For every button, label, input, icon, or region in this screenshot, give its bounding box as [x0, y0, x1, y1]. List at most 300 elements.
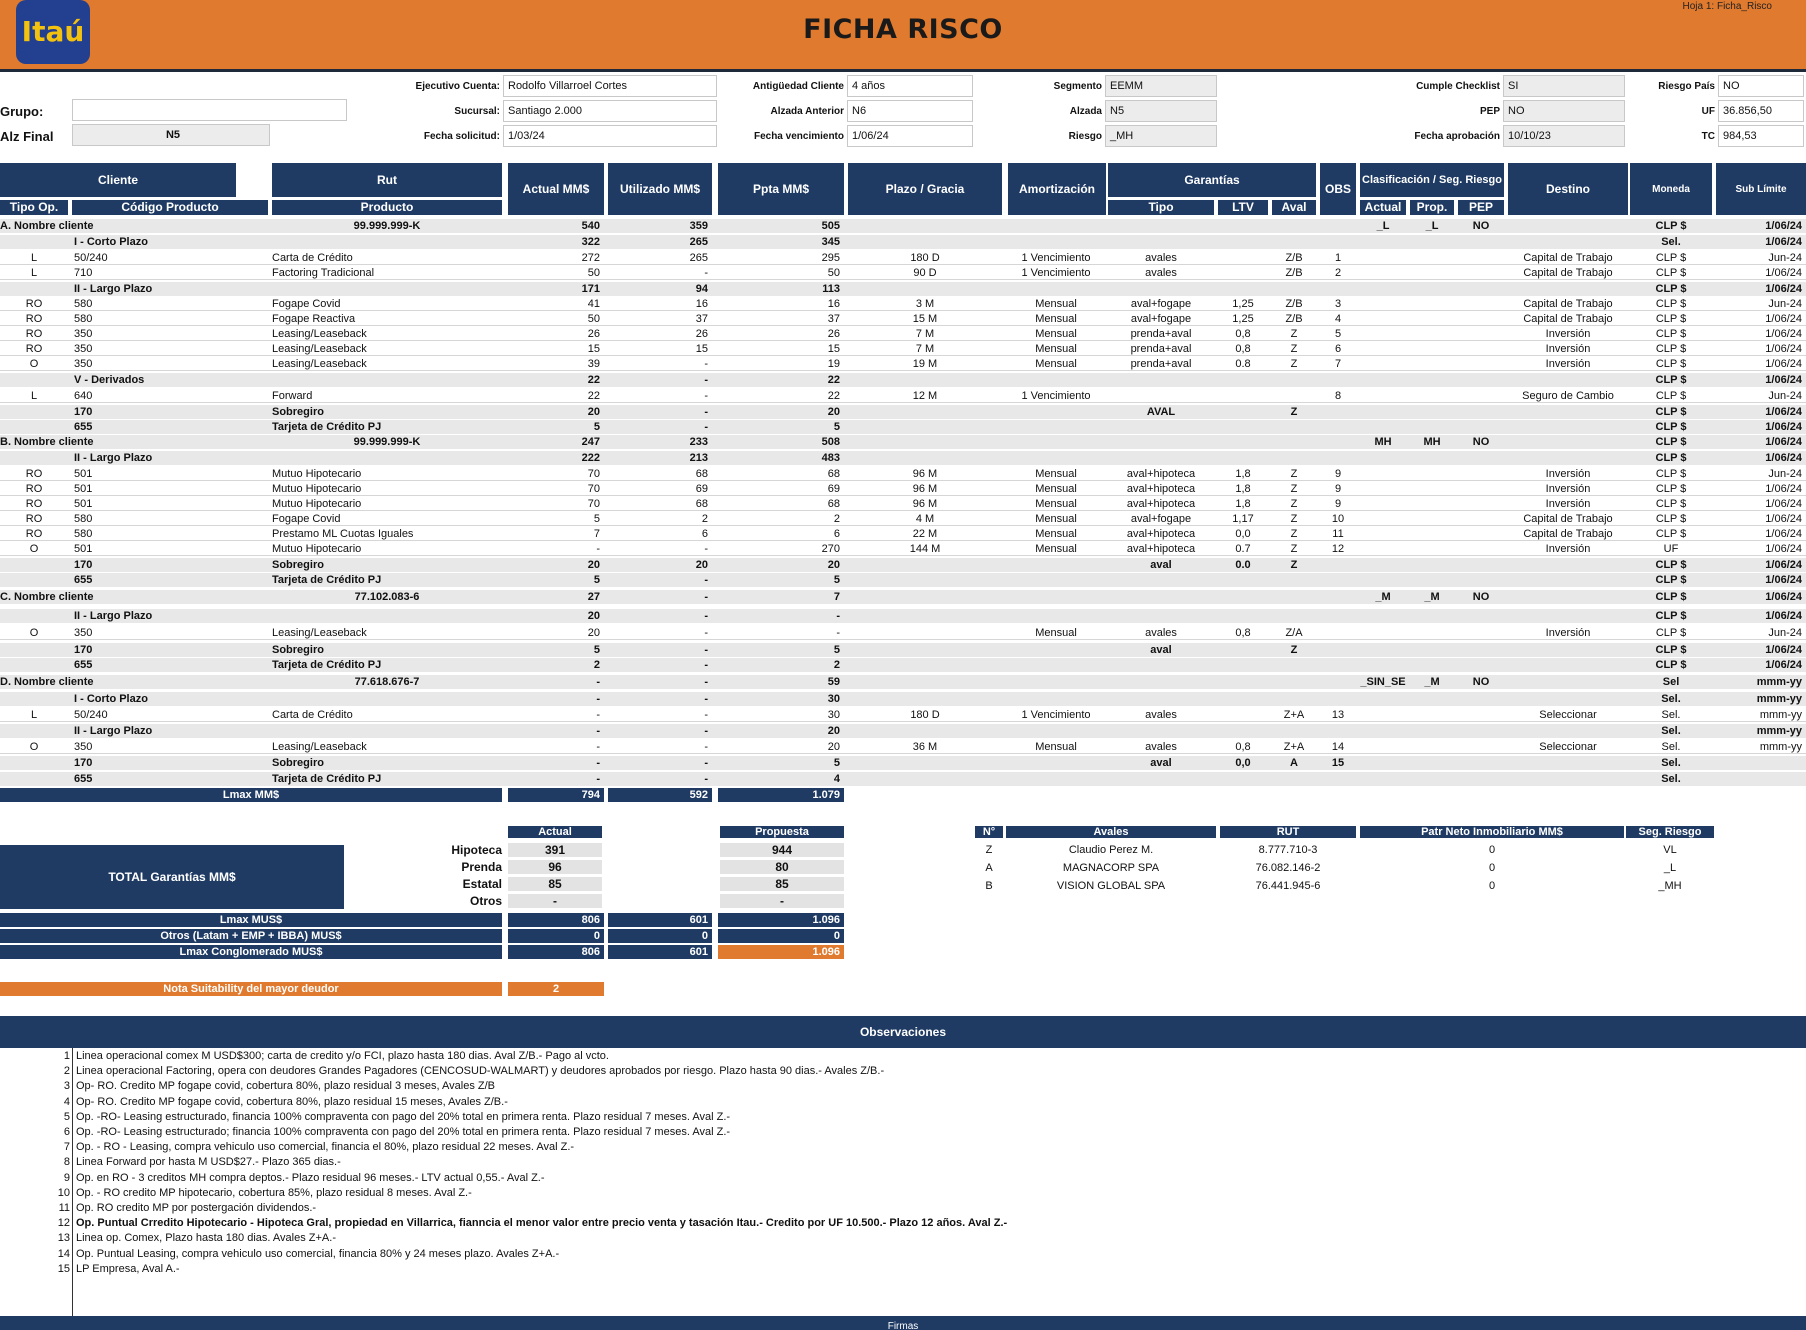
- cell-moneda: Sel.: [1661, 741, 1681, 753]
- cell-ppta: 345: [821, 236, 840, 248]
- total-label: Lmax MUS$: [0, 913, 502, 927]
- fecha-aprobacion-label: Fecha aprobación: [1414, 131, 1500, 142]
- cell-cliente-name: A. Nombre cliente: [0, 220, 94, 232]
- cell-ppta: 5: [833, 757, 840, 769]
- cell-tipo-op: O: [29, 358, 39, 370]
- cell-destino: Capital de Trabajo: [1523, 267, 1613, 279]
- observacion-line: Op. Puntual Crredito Hipotecario - Hipoteca Gral, propiedad en Villarrica, fianncia el menor valor entre precio venta y tasación Itau.- Credito por UF 10.500.- Plazo 12 años. Aval Z.-: [76, 1217, 1008, 1230]
- checklist-field[interactable]: SI: [1503, 75, 1625, 97]
- tc-label: TC: [1701, 131, 1715, 142]
- cell-sublimite: 1/06/24: [1765, 220, 1802, 232]
- cell-garantia-tipo: avales: [1145, 252, 1177, 264]
- cell-moneda: Sel.: [1661, 773, 1681, 785]
- aval-seg-riesgo: VL: [1663, 844, 1677, 856]
- avales-patr-header: Patr Neto Inmobiliario MM$: [1360, 826, 1624, 838]
- cell-obs: 5: [1334, 328, 1342, 340]
- cell-utilizado: -: [704, 267, 708, 279]
- alzada-anterior-field[interactable]: N6: [847, 100, 973, 122]
- cell-sublimite: 1/06/24: [1765, 591, 1802, 603]
- cell-utilizado: -: [704, 709, 708, 721]
- cell-sublimite: 1/06/24: [1765, 574, 1802, 586]
- total-actual: 0: [508, 929, 604, 943]
- grupo-field[interactable]: [72, 99, 347, 121]
- alzada-anterior-label: Alzada Anterior: [770, 106, 844, 117]
- cell-obs: 13: [1331, 709, 1345, 721]
- cell-moneda: CLP $: [1655, 627, 1687, 639]
- cell-producto: Mutuo Hipotecario: [272, 483, 362, 495]
- cell-utilizado: 26: [695, 328, 708, 340]
- cell-tipo-op: O: [29, 741, 39, 753]
- cell-actual: 15: [587, 343, 600, 355]
- cell-producto: Leasing/Leaseback: [272, 627, 367, 639]
- cell-moneda: CLP $: [1655, 513, 1687, 525]
- cell-cliente-name: B. Nombre cliente: [0, 436, 94, 448]
- cell-producto: Sobregiro: [272, 559, 324, 571]
- cell-sublimite: 1/06/24: [1765, 610, 1802, 622]
- fecha-aprobacion-field[interactable]: 10/10/23: [1503, 125, 1625, 147]
- cell-actual: -: [596, 676, 600, 688]
- cell-tipo-op: L: [30, 267, 38, 279]
- cell-obs: 2: [1334, 267, 1342, 279]
- cell-cliente-name: D. Nombre cliente: [0, 676, 94, 688]
- observacion-number: 7: [63, 1141, 70, 1154]
- aval-name: Claudio Perez M.: [1068, 844, 1154, 856]
- observacion-number: 14: [57, 1247, 70, 1260]
- cell-actual: 20: [587, 610, 600, 622]
- cell-codigo-producto: 50/240: [74, 709, 108, 721]
- ejecutivo-label: Ejecutivo Cuenta:: [415, 81, 500, 92]
- cell-plazo: 12 M: [912, 390, 938, 402]
- col-obs: OBS: [1320, 163, 1356, 215]
- cell-ppta: 2: [833, 659, 840, 671]
- observacion-line: Op. Puntual Leasing, compra vehiculo uso comercial, financia 80% y 24 meses plazo. Avales Z+A.-: [76, 1247, 560, 1260]
- garantia-label: Prenda: [461, 860, 502, 874]
- cell-amortizacion: Mensual: [1035, 468, 1077, 480]
- cell-actual: 50: [587, 267, 600, 279]
- cell-ltv: 0,8: [1235, 328, 1251, 340]
- table-row: [0, 512, 1806, 526]
- cell-tipo-op: RO: [25, 513, 43, 525]
- cell-destino: Inversión: [1545, 468, 1591, 480]
- observacion-line: Linea operacional comex M USD$300; carta de credito y/o FCI, plazo hasta 180 dias. Aval Z/B.- Pago al vcto.: [76, 1050, 609, 1062]
- cell-garantia-aval: Z/A: [1285, 627, 1303, 639]
- cell-amortizacion: Mensual: [1035, 298, 1077, 310]
- cell-garantia-tipo: aval: [1150, 644, 1172, 656]
- avales-seg-header: Seg. Riesgo: [1626, 826, 1714, 838]
- cell-ppta: 69: [827, 483, 840, 495]
- cell-moneda: CLP $: [1655, 267, 1687, 279]
- cell-moneda: CLP $: [1655, 328, 1687, 340]
- cell-ppta: 20: [827, 741, 840, 753]
- lmax-label: Lmax MM$: [0, 788, 502, 802]
- total-label: Otros (Latam + EMP + IBBA) MUS$: [0, 929, 502, 943]
- cell-moneda: CLP $: [1655, 298, 1687, 310]
- observacion-number: 5: [63, 1110, 70, 1123]
- observaciones-bar: [0, 1016, 1806, 1048]
- fecha-solicitud-field[interactable]: 1/03/24: [503, 125, 717, 147]
- cell-garantia-tipo: aval+hipoteca: [1126, 498, 1196, 510]
- observacion-number: 1: [63, 1050, 70, 1062]
- cell-moneda: CLP $: [1655, 421, 1687, 433]
- sheet-label: Hoja 1: Ficha_Risco: [1682, 1, 1772, 12]
- cell-utilizado: -: [704, 693, 708, 705]
- cell-ppta: 505: [821, 220, 840, 232]
- cell-garantia-tipo: prenda+aval: [1130, 328, 1192, 340]
- cell-codigo-producto: 170: [74, 644, 93, 656]
- cell-producto: Mutuo Hipotecario: [272, 498, 362, 510]
- cell-ppta: 30: [827, 709, 840, 721]
- cell-ppta: 7: [833, 591, 840, 603]
- cell-sublimite: 1/06/24: [1765, 421, 1802, 433]
- cell-plazo: 96 M: [912, 483, 938, 495]
- cell-utilizado: 37: [695, 313, 708, 325]
- cell-tipo-op: L: [30, 252, 38, 264]
- cell-amortizacion: Mensual: [1035, 627, 1077, 639]
- cell-clasif-pep: NO: [1472, 436, 1490, 448]
- cell-amortizacion: 1 Vencimiento: [1021, 709, 1091, 721]
- cell-clasif-pep: NO: [1472, 220, 1490, 232]
- table-row: [0, 542, 1806, 556]
- avales-name-header: Avales: [1006, 826, 1216, 838]
- cell-rut: 99.999.999-K: [353, 220, 421, 232]
- cell-ppta: 16: [827, 298, 840, 310]
- cell-sublimite: mmm-yy: [1756, 725, 1802, 737]
- observacion-number: 3: [63, 1080, 70, 1093]
- cell-codigo-producto: II - Largo Plazo: [74, 452, 153, 464]
- cell-codigo-producto: 580: [74, 513, 93, 525]
- cell-ppta: 5: [833, 574, 840, 586]
- cell-garantia-aval: Z: [1290, 468, 1298, 480]
- garantia-propuesta: 85: [720, 877, 844, 891]
- table-row: [0, 389, 1806, 403]
- table-row: [0, 708, 1806, 722]
- uf-field[interactable]: 36.856,50: [1718, 100, 1804, 122]
- cell-obs: 1: [1334, 252, 1342, 264]
- cell-sublimite: 1/06/24: [1765, 659, 1802, 671]
- observacion-line: Linea operacional Factoring, opera con deudores Grandes Pagadores (CENCOSUD-WALMART) y deudores aprobados por riesgo. Plazo hasta 90 dias.- Avales Z/B.-: [76, 1065, 885, 1078]
- cell-utilizado: -: [704, 358, 708, 370]
- col-producto: Producto: [272, 200, 502, 215]
- cell-clasif-actual: _L: [1376, 220, 1390, 232]
- cell-tipo-op: O: [29, 627, 39, 639]
- table-row: [0, 772, 1806, 786]
- cell-producto: Tarjeta de Crédito PJ: [272, 574, 382, 586]
- cell-codigo-producto: 501: [74, 498, 93, 510]
- table-row: [0, 357, 1806, 371]
- cell-codigo-producto: 580: [74, 528, 93, 540]
- cell-sublimite: Jun-24: [1768, 627, 1802, 639]
- riesgo-field[interactable]: _MH: [1105, 125, 1217, 147]
- observacion-number: 9: [63, 1171, 70, 1184]
- table-row: [0, 497, 1806, 511]
- nota-value[interactable]: 2: [508, 982, 604, 996]
- cell-plazo: 36 M: [912, 741, 938, 753]
- cell-actual: 272: [581, 252, 600, 264]
- col-utilizado: Utilizado MM$: [608, 163, 712, 215]
- col-c-prop: Prop.: [1410, 200, 1454, 215]
- cell-destino: Inversión: [1545, 358, 1591, 370]
- header-bar: [0, 0, 1806, 72]
- cell-garantia-tipo: aval+hipoteca: [1126, 528, 1196, 540]
- cell-ppta: 22: [827, 374, 840, 386]
- cell-utilizado: 233: [689, 436, 708, 448]
- cell-amortizacion: Mensual: [1035, 498, 1077, 510]
- col-ppta: Ppta MM$: [718, 163, 844, 215]
- cell-clasif-prop: _M: [1424, 591, 1440, 603]
- cell-garantia-tipo: avales: [1145, 741, 1177, 753]
- cell-obs: 3: [1334, 298, 1342, 310]
- cell-garantia-tipo: prenda+aval: [1130, 343, 1192, 355]
- cell-moneda: Sel.: [1661, 693, 1681, 705]
- cell-actual: 70: [587, 483, 600, 495]
- fecha-vencimiento-field[interactable]: 1/06/24: [847, 125, 973, 147]
- table-row: [0, 435, 1806, 449]
- cell-garantia-tipo: aval: [1150, 559, 1172, 571]
- table-row: [0, 643, 1806, 657]
- cell-sublimite: 1/06/24: [1765, 267, 1802, 279]
- cell-destino: Capital de Trabajo: [1523, 528, 1613, 540]
- cell-utilizado: 213: [689, 452, 708, 464]
- cell-amortizacion: Mensual: [1035, 313, 1077, 325]
- cell-ppta: 68: [827, 468, 840, 480]
- cell-ltv: 0.7: [1235, 543, 1251, 555]
- cell-actual: 322: [581, 236, 600, 248]
- cell-sublimite: mmm-yy: [1759, 709, 1802, 721]
- cell-codigo-producto: II - Largo Plazo: [74, 610, 153, 622]
- cell-actual: 20: [587, 627, 600, 639]
- cell-ppta: -: [836, 610, 840, 622]
- cell-utilizado: -: [704, 543, 708, 555]
- col-destino: Destino: [1508, 163, 1628, 215]
- cell-ppta: 295: [821, 252, 840, 264]
- cell-ppta: 37: [827, 313, 840, 325]
- cell-amortizacion: Mensual: [1035, 358, 1077, 370]
- cell-producto: Factoring Tradicional: [272, 267, 375, 279]
- total-ppta: 0: [718, 929, 844, 943]
- cell-utilizado: -: [704, 574, 708, 586]
- cell-moneda: Sel.: [1661, 725, 1681, 737]
- cell-ppta: 50: [827, 267, 840, 279]
- cell-utilizado: 94: [695, 283, 708, 295]
- cell-producto: Sobregiro: [272, 757, 324, 769]
- cell-garantia-tipo: aval+hipoteca: [1126, 543, 1196, 555]
- cell-moneda: CLP $: [1655, 528, 1687, 540]
- cell-utilizado: 68: [695, 498, 708, 510]
- ejecutivo-field[interactable]: Rodolfo Villarroel Cortes: [503, 75, 717, 97]
- col-clasificacion: Clasificación / Seg. Riesgo: [1360, 163, 1504, 197]
- cell-sublimite: 1/06/24: [1765, 436, 1802, 448]
- cell-plazo: 22 M: [912, 528, 938, 540]
- table-row: [0, 740, 1806, 754]
- alzada-field[interactable]: N5: [1105, 100, 1217, 122]
- cell-sublimite: Jun-24: [1768, 252, 1802, 264]
- garantia-actual: 96: [508, 860, 602, 874]
- cell-moneda: Sel.: [1661, 709, 1681, 721]
- nota-label: Nota Suitability del mayor deudor: [0, 982, 502, 996]
- cell-rut: 77.102.083-6: [354, 591, 420, 603]
- table-row: [0, 675, 1806, 689]
- cell-ppta: 26: [827, 328, 840, 340]
- table-row: [0, 527, 1806, 541]
- cell-moneda: CLP $: [1655, 468, 1687, 480]
- cell-obs: 9: [1334, 498, 1342, 510]
- cell-sublimite: 1/06/24: [1765, 498, 1802, 510]
- cell-garantia-tipo: aval: [1150, 757, 1172, 769]
- tc-field[interactable]: 984,53: [1718, 125, 1804, 147]
- cell-ppta: 4: [833, 773, 840, 785]
- cell-moneda: CLP $: [1655, 591, 1687, 603]
- cell-actual: -: [596, 543, 600, 555]
- aval-rut: 8.777.710-3: [1258, 844, 1318, 856]
- cell-codigo-producto: V - Derivados: [74, 374, 145, 386]
- cell-obs: 9: [1334, 468, 1342, 480]
- riesgo-pais-label: Riesgo País: [1658, 81, 1715, 92]
- cell-amortizacion: Mensual: [1035, 543, 1077, 555]
- cell-ppta: 508: [821, 436, 840, 448]
- table-row: [0, 327, 1806, 341]
- cell-tipo-op: L: [30, 390, 38, 402]
- table-row: [0, 692, 1806, 706]
- cell-garantia-tipo: aval+fogape: [1130, 313, 1192, 325]
- col-g-ltv: LTV: [1218, 200, 1268, 215]
- cell-utilizado: -: [704, 627, 708, 639]
- cell-plazo: 144 M: [909, 543, 941, 555]
- cell-destino: Seleccionar: [1539, 709, 1597, 721]
- aval-letter: Z: [985, 844, 993, 856]
- cell-codigo-producto: 50/240: [74, 252, 108, 264]
- cell-actual: -: [596, 757, 600, 769]
- cell-moneda: CLP $: [1655, 313, 1687, 325]
- garantia-label: Hipoteca: [451, 843, 502, 857]
- observaciones-title: Observaciones: [859, 1025, 947, 1039]
- cell-tipo-op: L: [30, 709, 38, 721]
- cell-utilizado: -: [704, 374, 708, 386]
- cell-utilizado: 15: [695, 343, 708, 355]
- cell-amortizacion: 1 Vencimiento: [1021, 390, 1091, 402]
- cell-moneda: Sel.: [1661, 757, 1681, 769]
- cell-codigo-producto: II - Largo Plazo: [74, 283, 153, 295]
- cell-ltv: 1,8: [1235, 468, 1251, 480]
- sucursal-field[interactable]: Santiago 2.000: [503, 100, 717, 122]
- cell-rut: 99.999.999-K: [353, 436, 421, 448]
- cell-codigo-producto: 501: [74, 543, 93, 555]
- observacion-line: Op. en RO - 3 creditos MH compra deptos.- Plazo residual 96 meses.- LTV actual 0,55.- Aval Z.-: [76, 1171, 545, 1184]
- cell-moneda: CLP $: [1655, 252, 1687, 264]
- cell-utilizado: 69: [695, 483, 708, 495]
- cell-sublimite: 1/06/24: [1765, 452, 1802, 464]
- observacion-number: 10: [57, 1186, 70, 1199]
- cell-moneda: UF: [1663, 543, 1679, 555]
- observacion-line: Op. - RO - Leasing, compra vehiculo uso comercial, financia el 80%, plazo residual 22 meses. Aval Z.-: [76, 1141, 575, 1154]
- table-row: [0, 405, 1806, 419]
- cell-actual: 70: [587, 498, 600, 510]
- cell-moneda: CLP $: [1655, 644, 1687, 656]
- pep-field[interactable]: NO: [1503, 100, 1625, 122]
- segmento-field[interactable]: EEMM: [1105, 75, 1217, 97]
- observacion-number: 15: [57, 1262, 70, 1275]
- cell-actual: 5: [593, 574, 600, 586]
- cell-ppta: 68: [827, 498, 840, 510]
- cell-garantia-aval: Z: [1290, 406, 1298, 418]
- sucursal-label: Sucursal:: [454, 106, 500, 117]
- cell-actual: 41: [587, 298, 600, 310]
- cell-destino: Seleccionar: [1539, 741, 1597, 753]
- cell-garantia-tipo: avales: [1145, 627, 1177, 639]
- cell-sublimite: 1/06/24: [1765, 528, 1802, 540]
- table-row: [0, 724, 1806, 738]
- cell-tipo-op: RO: [25, 468, 43, 480]
- cell-producto: Tarjeta de Crédito PJ: [272, 421, 382, 433]
- cell-ppta: -: [836, 627, 840, 639]
- cell-utilizado: 265: [689, 236, 708, 248]
- cell-obs: 6: [1334, 343, 1342, 355]
- cell-obs: 14: [1331, 741, 1345, 753]
- cell-garantia-tipo: prenda+aval: [1130, 358, 1192, 370]
- cell-moneda: CLP $: [1655, 436, 1687, 448]
- cell-codigo-producto: 170: [74, 757, 93, 769]
- cell-ltv: 0,8: [1235, 741, 1251, 753]
- cell-codigo-producto: I - Corto Plazo: [74, 693, 148, 705]
- table-row: [0, 573, 1806, 587]
- cell-utilizado: -: [704, 773, 708, 785]
- cell-producto: Carta de Crédito: [272, 709, 353, 721]
- total-utilizado: 0: [608, 929, 712, 943]
- observacion-line: Linea Forward por hasta M USD$27.- Plazo 365 dias.-: [76, 1156, 341, 1169]
- col-c-actual: Actual: [1360, 200, 1406, 215]
- table-row: [0, 297, 1806, 311]
- cell-actual: 7: [593, 528, 600, 540]
- lmax-ppta: 1.079: [718, 788, 844, 802]
- aval-letter: A: [985, 862, 993, 874]
- cell-actual: 5: [593, 421, 600, 433]
- cell-ppta: 113: [822, 283, 840, 295]
- cell-moneda: CLP $: [1655, 452, 1687, 464]
- cell-garantia-tipo: avales: [1145, 267, 1177, 279]
- cell-ltv: 1,17: [1232, 513, 1254, 525]
- cell-ppta: 6: [833, 528, 840, 540]
- cell-utilizado: -: [704, 725, 708, 737]
- col-cliente: Cliente: [0, 163, 236, 197]
- cell-plazo: 180 D: [910, 709, 940, 721]
- antiguedad-field[interactable]: 4 años: [847, 75, 973, 97]
- cell-garantia-aval: Z: [1290, 483, 1298, 495]
- cell-garantia-tipo: avales: [1145, 709, 1177, 721]
- riesgo-pais-field[interactable]: NO: [1718, 75, 1804, 97]
- cell-garantia-aval: Z/B: [1285, 267, 1303, 279]
- alz-final-field[interactable]: N5: [72, 124, 270, 146]
- cell-garantia-aval: Z/B: [1285, 298, 1303, 310]
- cell-producto: Leasing/Leaseback: [272, 328, 367, 340]
- cell-garantia-aval: Z: [1290, 559, 1298, 571]
- cell-producto: Carta de Crédito: [272, 252, 353, 264]
- col-moneda: Moneda: [1630, 163, 1712, 215]
- cell-garantia-aval: Z: [1290, 513, 1298, 525]
- fecha-vencimiento-label: Fecha vencimiento: [753, 131, 844, 142]
- observacion-line: Linea op. Comex, Plazo hasta 180 dias. Avales Z+A.-: [76, 1232, 336, 1245]
- cell-sublimite: 1/06/24: [1765, 559, 1802, 571]
- cell-codigo-producto: II - Largo Plazo: [74, 725, 153, 737]
- cell-plazo: 3 M: [915, 298, 935, 310]
- col-codigo-producto: Código Producto: [72, 200, 268, 215]
- cell-moneda: Sel: [1662, 676, 1680, 688]
- cell-producto: Forward: [272, 390, 313, 402]
- aval-rut: 76.441.945-6: [1255, 880, 1321, 892]
- observacion-line: Op. -RO- Leasing estructurado, financia 100% compraventa con pago del 20% total en primera renta. Plazo residual 7 meses. Aval Z.-: [76, 1110, 731, 1123]
- cell-utilizado: -: [704, 757, 708, 769]
- cell-garantia-tipo: AVAL: [1146, 406, 1176, 418]
- cell-destino: Inversión: [1545, 343, 1591, 355]
- garantia-propuesta: 944: [720, 843, 844, 857]
